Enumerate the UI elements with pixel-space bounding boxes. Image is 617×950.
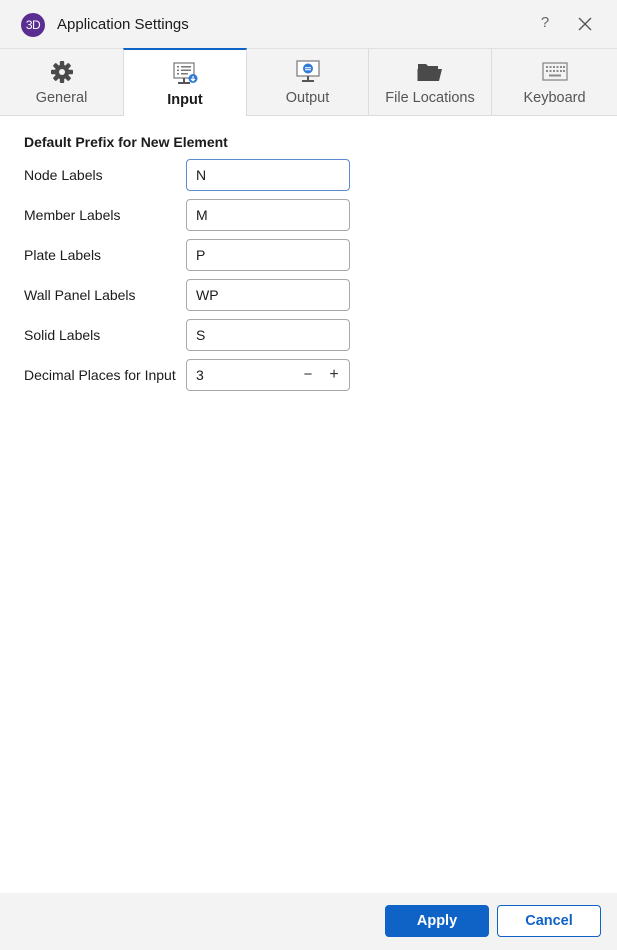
plate-labels-label: Plate Labels [24,247,102,263]
app-logo: 3D [21,13,45,37]
gear-icon [48,60,76,84]
plate-labels-input[interactable] [186,239,350,271]
decrement-button[interactable]: − [303,366,313,383]
output-monitor-icon [294,60,322,84]
decimal-places-label: Decimal Places for Input [24,367,176,383]
decimal-places-stepper[interactable] [186,359,350,391]
cancel-button[interactable]: Cancel [497,905,601,937]
tab-keyboard-label: Keyboard [523,90,586,106]
wall-panel-labels-label: Wall Panel Labels [24,287,136,303]
close-button[interactable] [575,14,595,34]
dialog-footer [0,893,617,950]
tab-input[interactable] [123,48,247,116]
settings-tabs [0,48,617,116]
section-title: Default Prefix for New Element [24,134,228,150]
tab-output[interactable] [247,49,369,116]
tab-output-label: Output [285,90,330,106]
tab-general[interactable] [0,49,124,116]
title-bar [0,0,617,49]
decimal-places-value[interactable]: 3 [196,367,204,383]
solid-labels-input[interactable] [186,319,350,351]
window-title: Application Settings [57,16,189,33]
tab-keyboard[interactable] [492,49,617,116]
member-labels-input[interactable] [186,199,350,231]
tab-input-label: Input [167,92,203,108]
help-button[interactable]: ? [540,14,550,31]
tab-general-label: General [35,90,88,106]
node-labels-label: Node Labels [24,167,103,183]
solid-labels-label: Solid Labels [24,327,101,343]
increment-button[interactable]: + [329,366,339,383]
folder-icon [416,60,444,84]
member-labels-label: Member Labels [24,207,121,223]
apply-button[interactable]: Apply [385,905,489,937]
input-monitor-icon [171,62,199,86]
input-settings-panel [0,116,617,893]
tab-file-locations-label: File Locations [385,90,475,106]
close-icon [575,14,595,34]
keyboard-icon [541,60,569,84]
node-labels-input[interactable] [186,159,350,191]
tab-file-locations[interactable] [369,49,492,116]
wall-panel-labels-input[interactable] [186,279,350,311]
